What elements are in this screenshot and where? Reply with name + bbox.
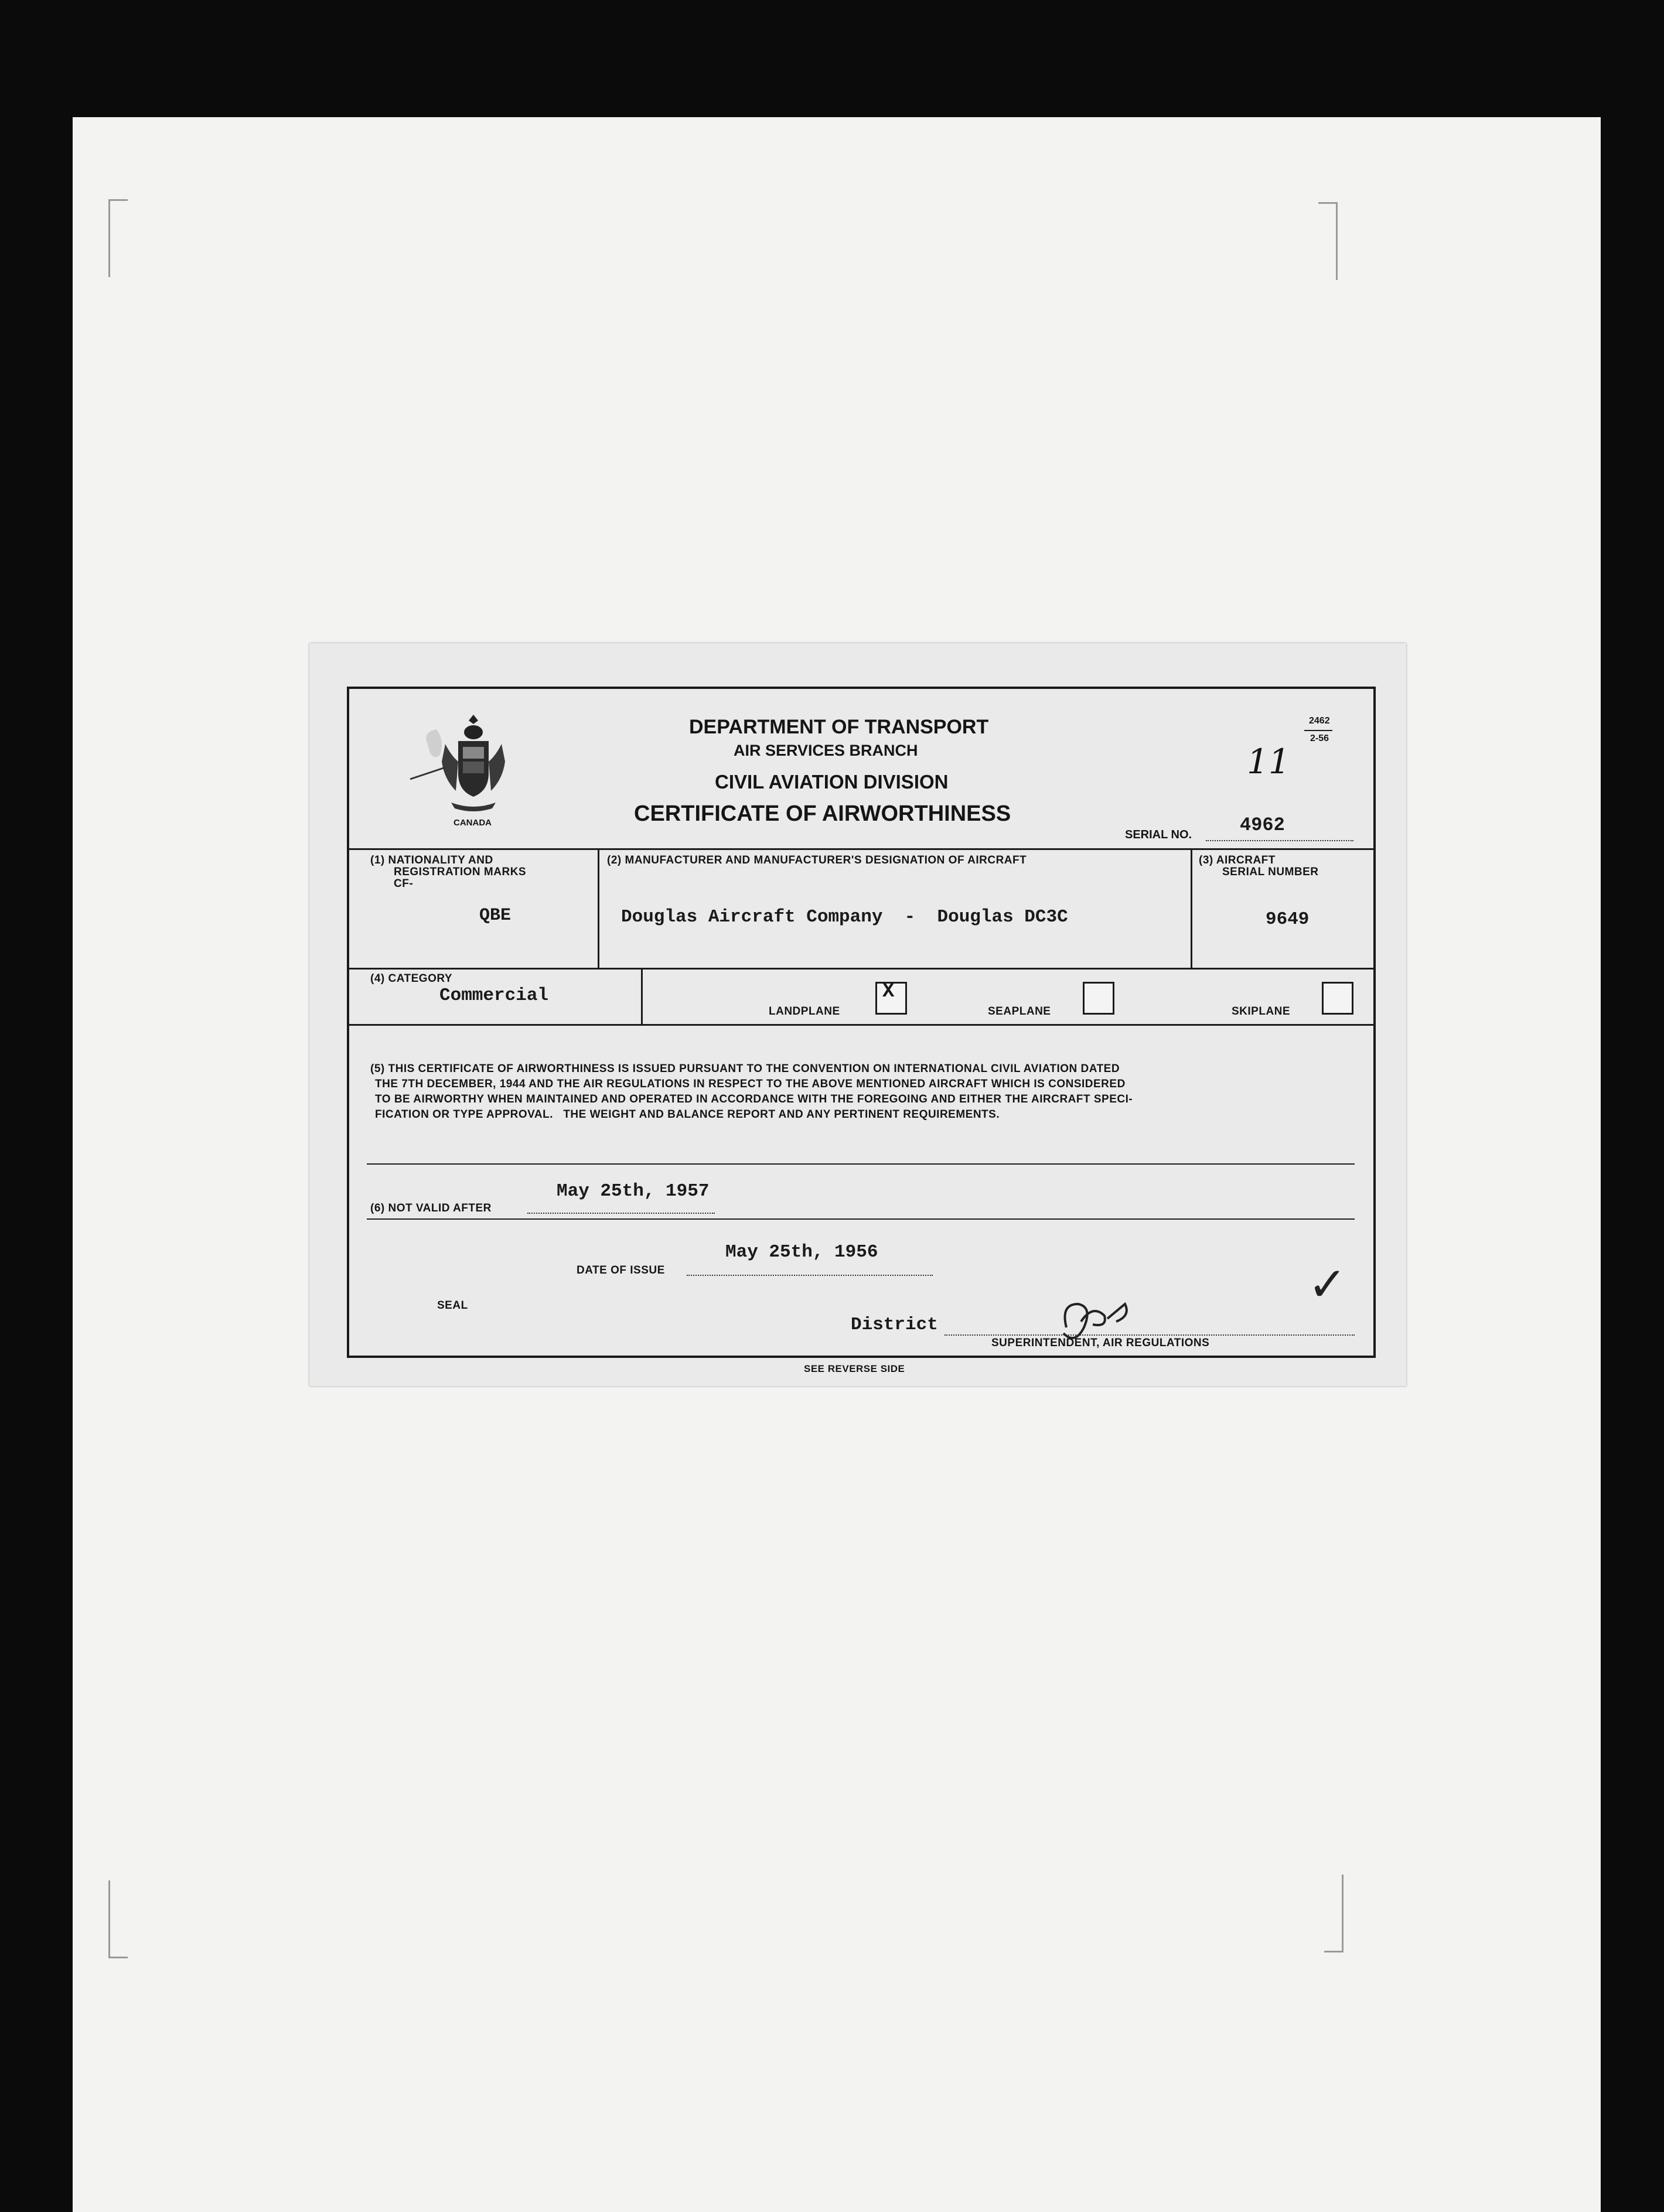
check-mark: ✓ <box>1308 1257 1348 1312</box>
division-heading: CIVIL AVIATION DIVISION <box>715 771 949 793</box>
category-value: Commercial <box>439 985 549 1006</box>
statement-line-1: (5) THIS CERTIFICATE OF AIRWORTHINESS IS ISSUED PURSUANT TO THE CONVENTION ON INTERNATIONAL CIVIL AVIATION DATED <box>370 1063 1120 1075</box>
statement-bottom-rule <box>367 1163 1355 1165</box>
row1-divider-b <box>1191 848 1192 969</box>
not-valid-after-line <box>527 1213 715 1214</box>
skiplane-checkbox <box>1322 982 1353 1015</box>
issue-date-label: DATE OF ISSUE <box>577 1264 665 1276</box>
row2-top-rule <box>348 968 1375 970</box>
crop-mark-bottom-right <box>1324 1875 1344 1952</box>
category-label: (4) CATEGORY <box>370 972 453 985</box>
seaplane-label: SEAPLANE <box>988 1005 1051 1018</box>
canada-crest-icon <box>404 709 521 820</box>
see-reverse-label: SEE REVERSE SIDE <box>804 1363 905 1374</box>
form-number-rule <box>1304 730 1332 731</box>
manufacturer-label: (2) MANUFACTURER AND MANUFACTURER'S DESIGNATION OF AIRCRAFT <box>607 854 1027 866</box>
row3-top-rule <box>348 1024 1375 1026</box>
department-heading: DEPARTMENT OF TRANSPORT <box>689 716 989 738</box>
crop-mark-bottom-left <box>108 1880 128 1958</box>
row1-top-rule <box>348 848 1375 850</box>
row2-divider <box>641 968 643 1025</box>
registration-value: QBE <box>479 906 512 926</box>
seal-label: SEAL <box>437 1299 468 1312</box>
aircraft-serial-label-2: SERIAL NUMBER <box>1222 866 1319 878</box>
nationality-label-1: (1) NATIONALITY AND <box>370 854 493 866</box>
branch-heading: AIR SERVICES BRANCH <box>734 742 918 759</box>
form-number: 2462 <box>1309 716 1330 726</box>
statement-line-2: THE 7TH DECEMBER, 1944 AND THE AIR REGULATIONS IN RESPECT TO THE ABOVE MENTIONED AIRCRAFT WHICH IS CONSIDERED <box>375 1078 1126 1090</box>
landplane-label: LANDPLANE <box>769 1005 840 1018</box>
validity-bottom-rule <box>367 1218 1355 1220</box>
handwritten-number: 11 <box>1247 742 1290 781</box>
crop-mark-top-right <box>1318 202 1338 280</box>
form-date: 2-56 <box>1310 733 1329 743</box>
serial-label: SERIAL NO. <box>1125 828 1192 841</box>
superintendent-label: SUPERINTENDENT, AIR REGULATIONS <box>991 1337 1210 1349</box>
skiplane-label: SKIPLANE <box>1232 1005 1291 1018</box>
nationality-prefix: CF- <box>394 878 414 890</box>
statement-line-3: TO BE AIRWORTHY WHEN MAINTAINED AND OPERATED IN ACCORDANCE WITH THE FOREGOING AND EITHER THE AIRCRAFT SPECI- <box>375 1093 1133 1105</box>
row1-divider-a <box>598 848 599 969</box>
serial-value: 4962 <box>1240 814 1285 836</box>
not-valid-after-label: (6) NOT VALID AFTER <box>370 1202 492 1214</box>
page-title: CERTIFICATE OF AIRWORTHINESS <box>634 801 1011 826</box>
not-valid-after-value: May 25th, 1957 <box>557 1181 710 1201</box>
seaplane-checkbox <box>1083 982 1114 1015</box>
issue-date-value: May 25th, 1956 <box>725 1242 878 1262</box>
nationality-label-2: REGISTRATION MARKS <box>394 866 527 878</box>
statement-line-4: FICATION OR TYPE APPROVAL. THE WEIGHT AND BALANCE REPORT AND ANY PERTINENT REQUIREMENTS. <box>375 1108 1000 1121</box>
district-value: District <box>851 1315 938 1335</box>
aircraft-serial-value: 9649 <box>1266 909 1310 930</box>
issue-date-line <box>687 1275 933 1276</box>
landplane-mark: X <box>882 981 895 1003</box>
serial-line <box>1206 840 1353 841</box>
crop-mark-top-left <box>108 199 128 277</box>
crest-caption: CANADA <box>453 818 492 828</box>
aircraft-serial-label-1: (3) AIRCRAFT <box>1199 854 1276 866</box>
manufacturer-value: Douglas Aircraft Company - Douglas DC3C <box>621 907 1068 927</box>
